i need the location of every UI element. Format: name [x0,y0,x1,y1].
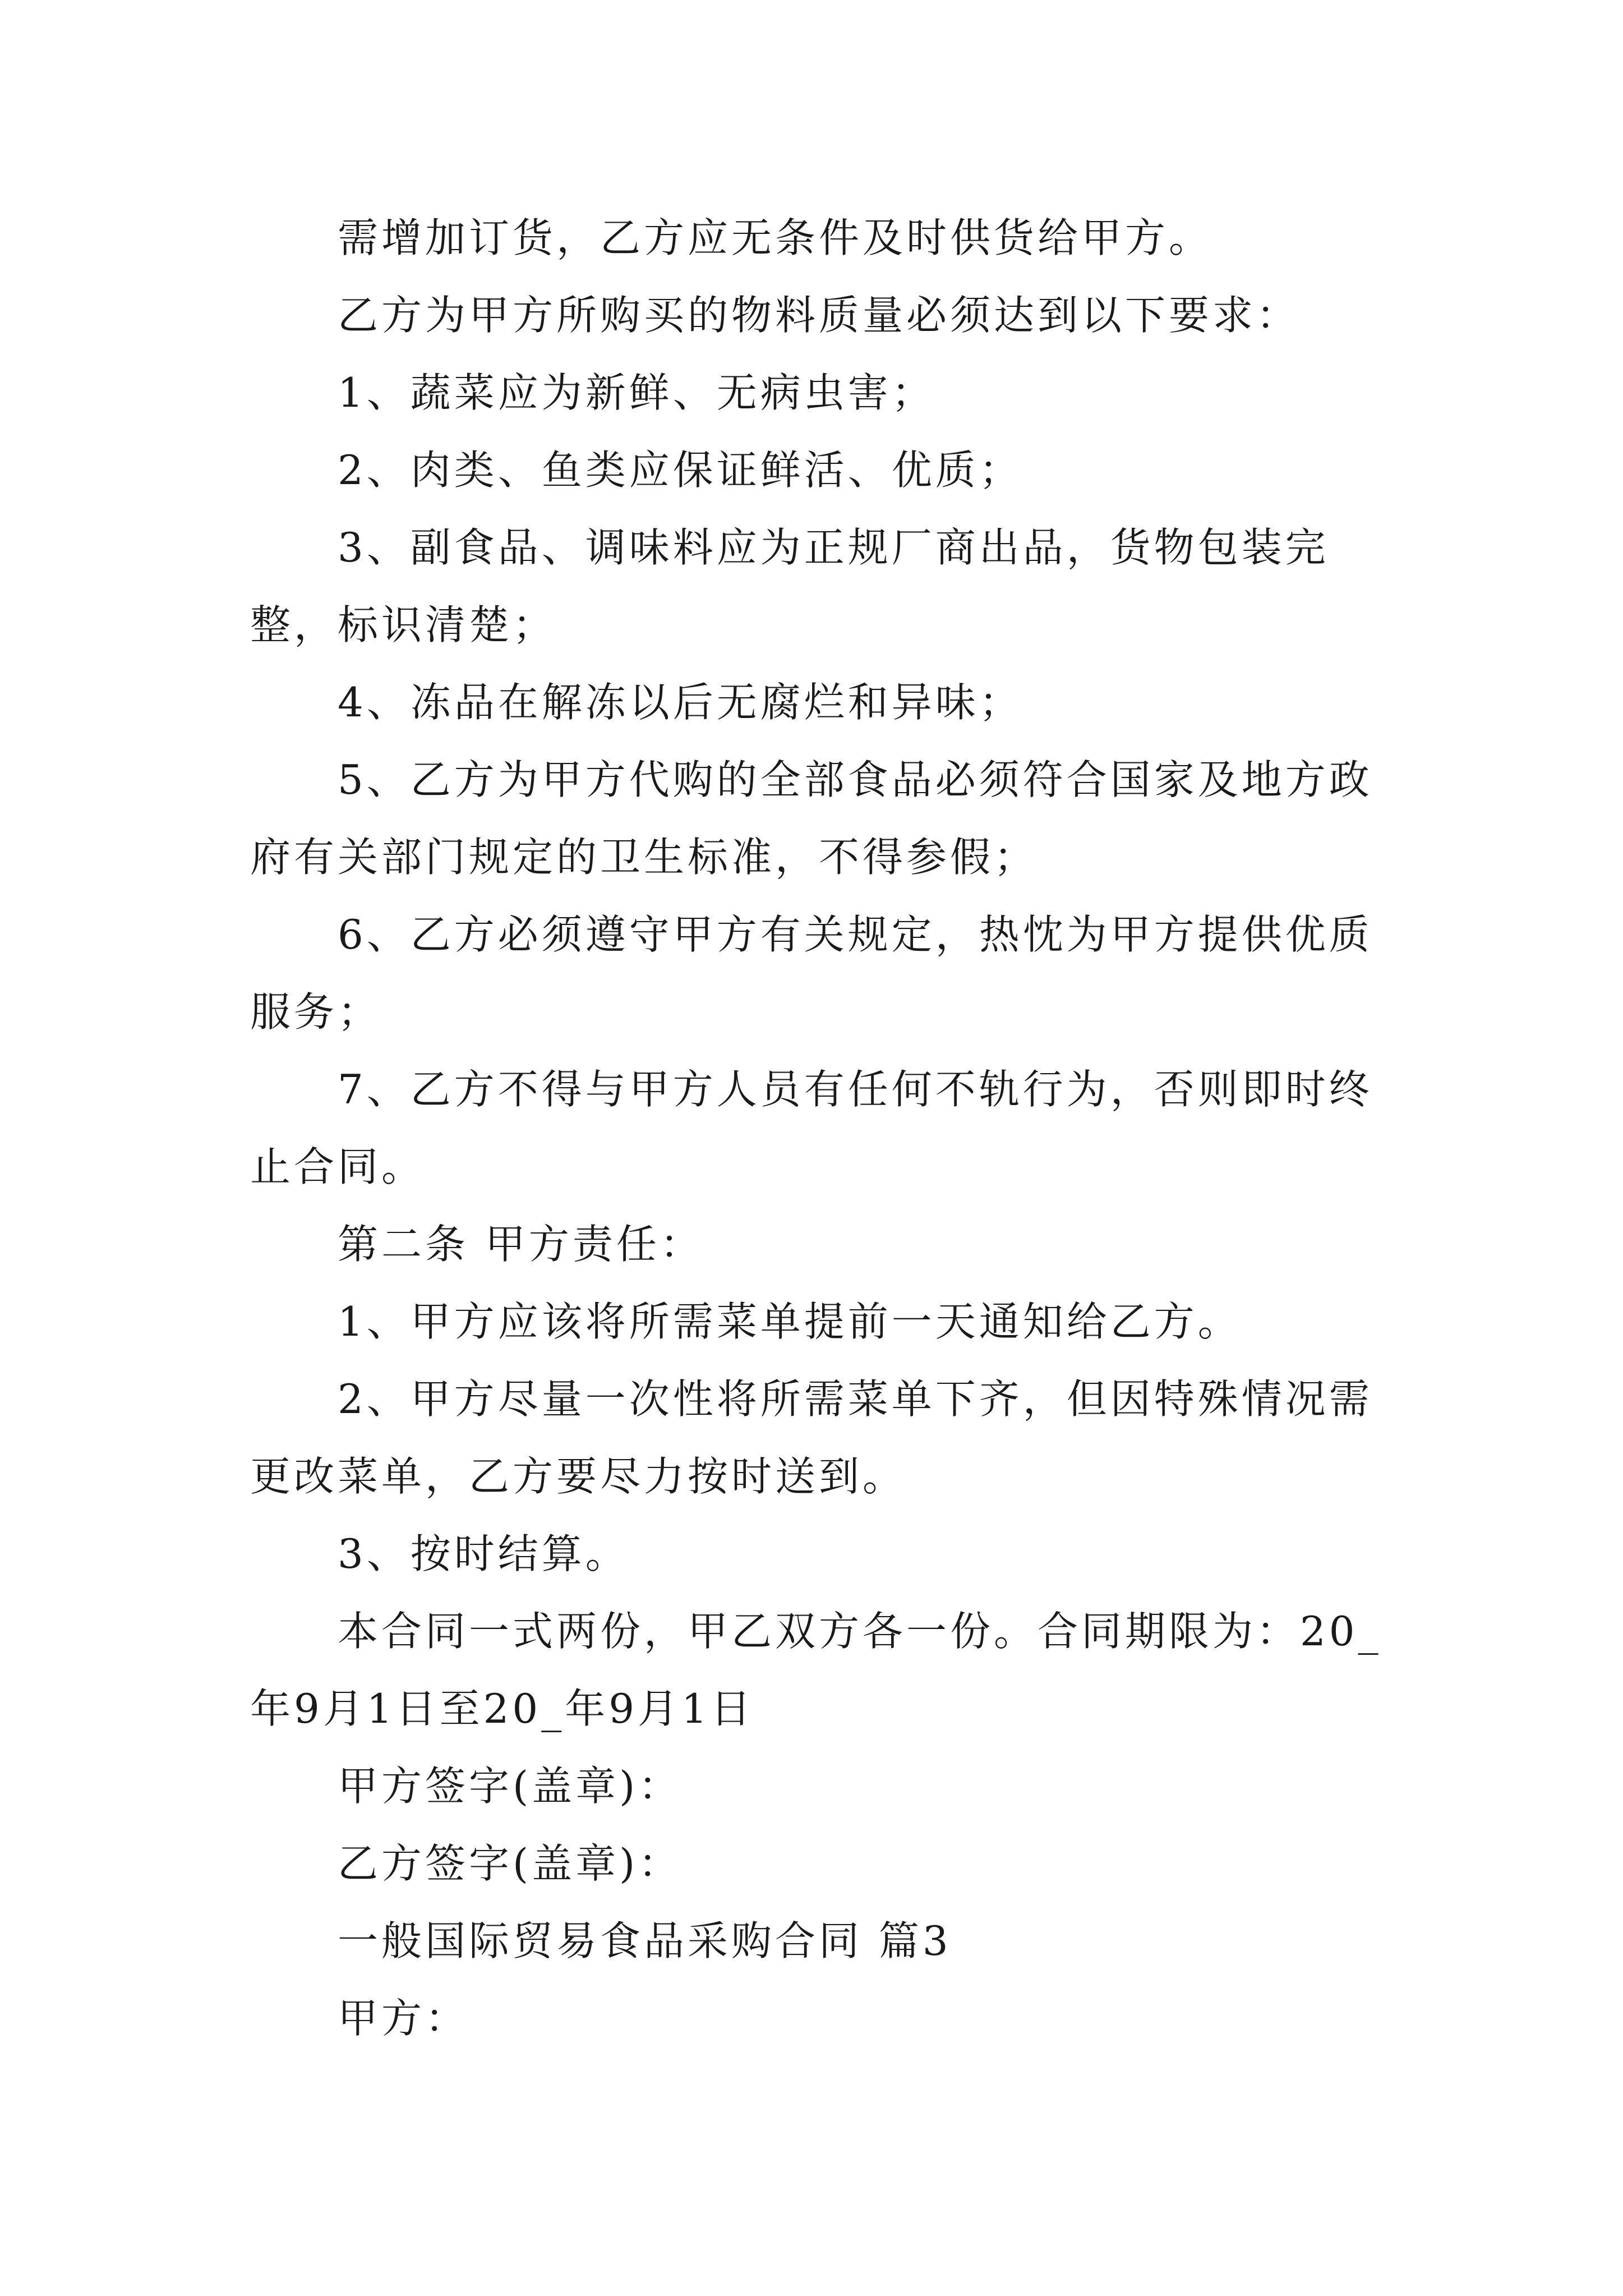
list-item: 6、乙方必须遵守甲方有关规定，热忱为甲方提供优质服务； [250,911,1373,1036]
signature-line-party-a: 甲方签字(盖章)： [338,1763,683,1810]
paragraph: 乙方为甲方所购买的物料质量必须达到以下要求： [338,292,1301,339]
list-item: 3、副食品、调味料应为正规厂商出品，货物包装完整，标识清楚； [250,524,1329,648]
party-a-label: 甲方： [338,1995,469,2042]
list-item: 7、乙方不得与甲方人员有任何不轨行为，否则即时终止合同。 [250,1066,1373,1190]
document-body [250,199,1394,2057]
contract-title: 一般国际贸易食品采购合同 篇3 [338,1917,952,1964]
list-item: 2、甲方尽量一次性将所需菜单下齐，但因特殊情况需更改菜单，乙方要尽力按时送到。 [250,1375,1373,1500]
list-item: 2、肉类、鱼类应保证鲜活、优质； [338,447,1023,494]
signature-line-party-b: 乙方签字(盖章)： [338,1840,683,1887]
paragraph: 需增加订货，乙方应无条件及时供货给甲方。 [338,214,1213,261]
list-item: 1、蔬菜应为新鲜、无病虫害； [338,369,935,416]
list-item: 3、按时结算。 [338,1530,629,1577]
list-item: 4、冻品在解冻以后无腐烂和异味； [338,679,1023,726]
section-heading: 第二条 甲方责任： [338,1221,704,1268]
list-item: 5、乙方为甲方代购的全部食品必须符合国家及地方政府有关部门规定的卫生标准，不得参假； [250,756,1373,881]
paragraph: 本合同一式两份，甲乙双方各一份。合同期限为：20_年9月1日至20_年9月1日 [250,1608,1382,1732]
list-item: 1、甲方应该将所需菜单提前一天通知给乙方。 [338,1298,1242,1345]
